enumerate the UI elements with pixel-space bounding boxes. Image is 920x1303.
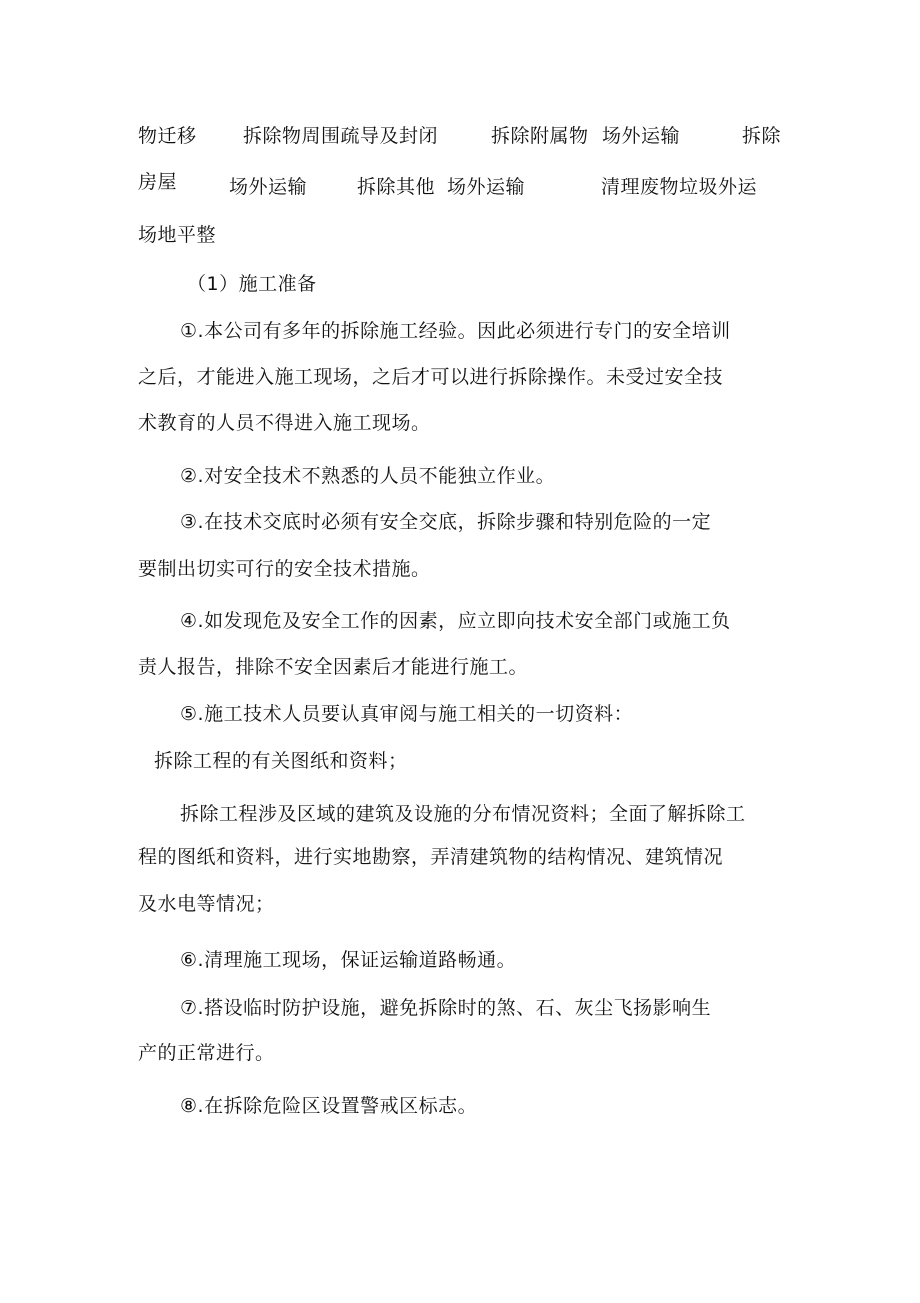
item-7-line-1: ⑦.搭设临时防护设施，避免拆除时的煞、石、灰尘飞扬影响生 [180,997,712,1019]
flow-step-3: 拆除附属物 [491,125,589,147]
section-heading: （1）施工准备 [187,273,317,295]
flow-step-8: 拆除其他 [357,176,436,198]
flow-step-7: 场外运输 [229,176,308,198]
flow-step-4: 场外运输 [602,125,681,147]
flow-step-1: 物迁移 [138,125,197,147]
sub-2-line-1: 拆除工程涉及区域的建筑及设施的分布情况资料；全面了解拆除工 [180,803,746,825]
flow-step-6: 房屋 [138,171,178,193]
item-1-line-2: 之后，才能进入施工现场，之后才可以进行拆除操作。未受过安全技 [138,366,724,388]
item-7-line-2: 产的正常进行。 [138,1042,275,1064]
flow-step-11: 场地平整 [138,224,217,246]
item-8-line-1: ⑧.在拆除危险区设置警戒区标志。 [180,1095,478,1117]
sub-1-line-1: 拆除工程的有关图纸和资料； [154,750,408,772]
item-1-line-3: 术教育的人员不得进入施工现场。 [138,412,431,434]
item-3-line-2: 要制出切实可行的安全技术措施。 [138,558,431,580]
item-6-line-1: ⑥.清理施工现场，保证运输道路畅通。 [180,949,517,971]
flow-step-5: 拆除 [742,125,782,147]
flow-step-9: 场外运输 [447,176,526,198]
item-3-line-1: ③.在技术交底时必须有安全交底，拆除步骤和特别危险的一定 [180,511,712,533]
item-4-line-1: ④.如发现危及安全工作的因素，应立即向技术安全部门或施工负 [180,610,731,632]
item-2-line-1: ②.对安全技术不熟悉的人员不能独立作业。 [180,465,556,487]
item-5-line-1: ⑤.施工技术人员要认真审阅与施工相关的一切资料： [180,703,634,725]
flow-step-2: 拆除物周围疏导及封闭 [243,125,439,147]
item-4-line-2: 责人报告，排除不安全因素后才能进行施工。 [138,656,529,678]
sub-2-line-3: 及水电等情况； [138,893,275,915]
item-1-line-1: ①.本公司有多年的拆除施工经验。因此必须进行专门的安全培训 [180,320,731,342]
sub-2-line-2: 程的图纸和资料，进行实地勘察，弄清建筑物的结构情况、建筑情况 [138,846,724,868]
flow-step-10: 清理废物垃圾外运 [601,176,758,198]
